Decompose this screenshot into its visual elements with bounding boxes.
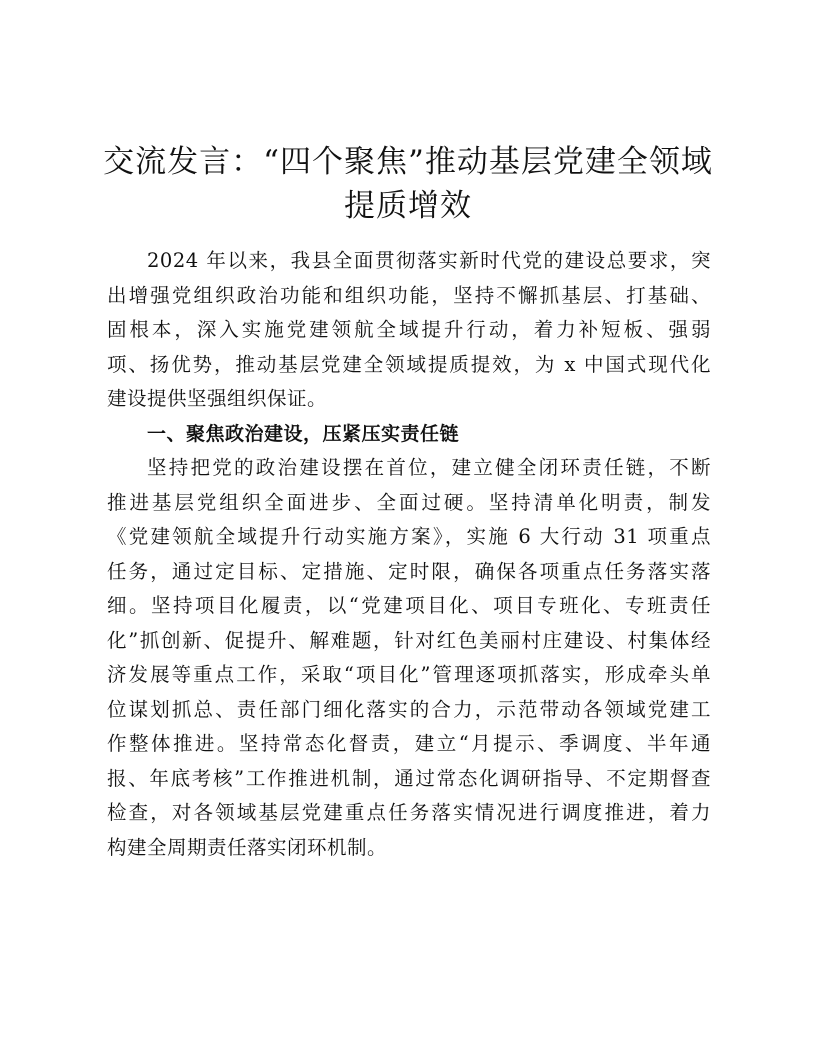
paragraph-line: 作整体推进。坚持常态化督责，建立“月提示、季调度、半年通 [107,732,711,755]
document-body [107,244,711,865]
paragraph-line: 坚持把党的政治建设摆在首位，建立健全闭环责任链，不断 [147,456,711,479]
paragraph-intro [107,244,711,417]
paragraph-line: 固根本，深入实施党建领航全域提升行动，着力补短板、强弱 [107,318,711,341]
paragraph-line: 出增强党组织政治功能和组织功能，坚持不懈抓基层、打基础、 [107,283,711,307]
title-line-2: 提质增效 [344,188,472,224]
paragraph-section-1 [107,451,711,865]
paragraph-line: 检查，对各领域基层党建重点任务落实情况进行调度推进，着力 [107,801,711,824]
document-title [90,140,726,228]
paragraph-line: 位谋划抓总、责任部门细化落实的合力，示范带动各领域党建工 [107,697,711,721]
paragraph-line: 2024 年以来，我县全面贯彻落实新时代党的建设总要求，突 [147,249,711,272]
paragraph-line: 建设提供坚强组织保证。 [107,387,328,410]
paragraph-line: 任务，通过定目标、定措施、定时限，确保各项重点任务落实落 [107,559,711,583]
paragraph-line: 细。坚持项目化履责，以“党建项目化、项目专班化、专班责任 [107,594,711,617]
paragraph-line: 济发展等重点工作，采取“项目化”管理逐项抓落实，形成牵头单 [107,663,711,686]
section-heading: 一、聚焦政治建设，压紧压实责任链 [147,422,460,445]
paragraph-line: 项、扬优势，推动基层党建全领域提质提效，为 x 中国式现代化 [107,352,711,376]
paragraph-line: 化”抓创新、促提升、解难题，针对红色美丽村庄建设、村集体经 [107,628,711,652]
paragraph-line: 构建全周期责任落实闭环机制。 [107,835,388,859]
paragraph-line: 报、年底考核”工作推进机制，通过常态化调研指导、不定期督查 [107,766,711,790]
paragraph-line: 推进基层党组织全面进步、全面过硬。坚持清单化明责，制发 [107,490,711,514]
title-line-1: 交流发言：“四个聚焦”推动基层党建全领域 [103,144,713,180]
paragraph-line: 《党建领航全域提升行动实施方案》，实施 6 大行动 31 项重点 [107,525,711,548]
